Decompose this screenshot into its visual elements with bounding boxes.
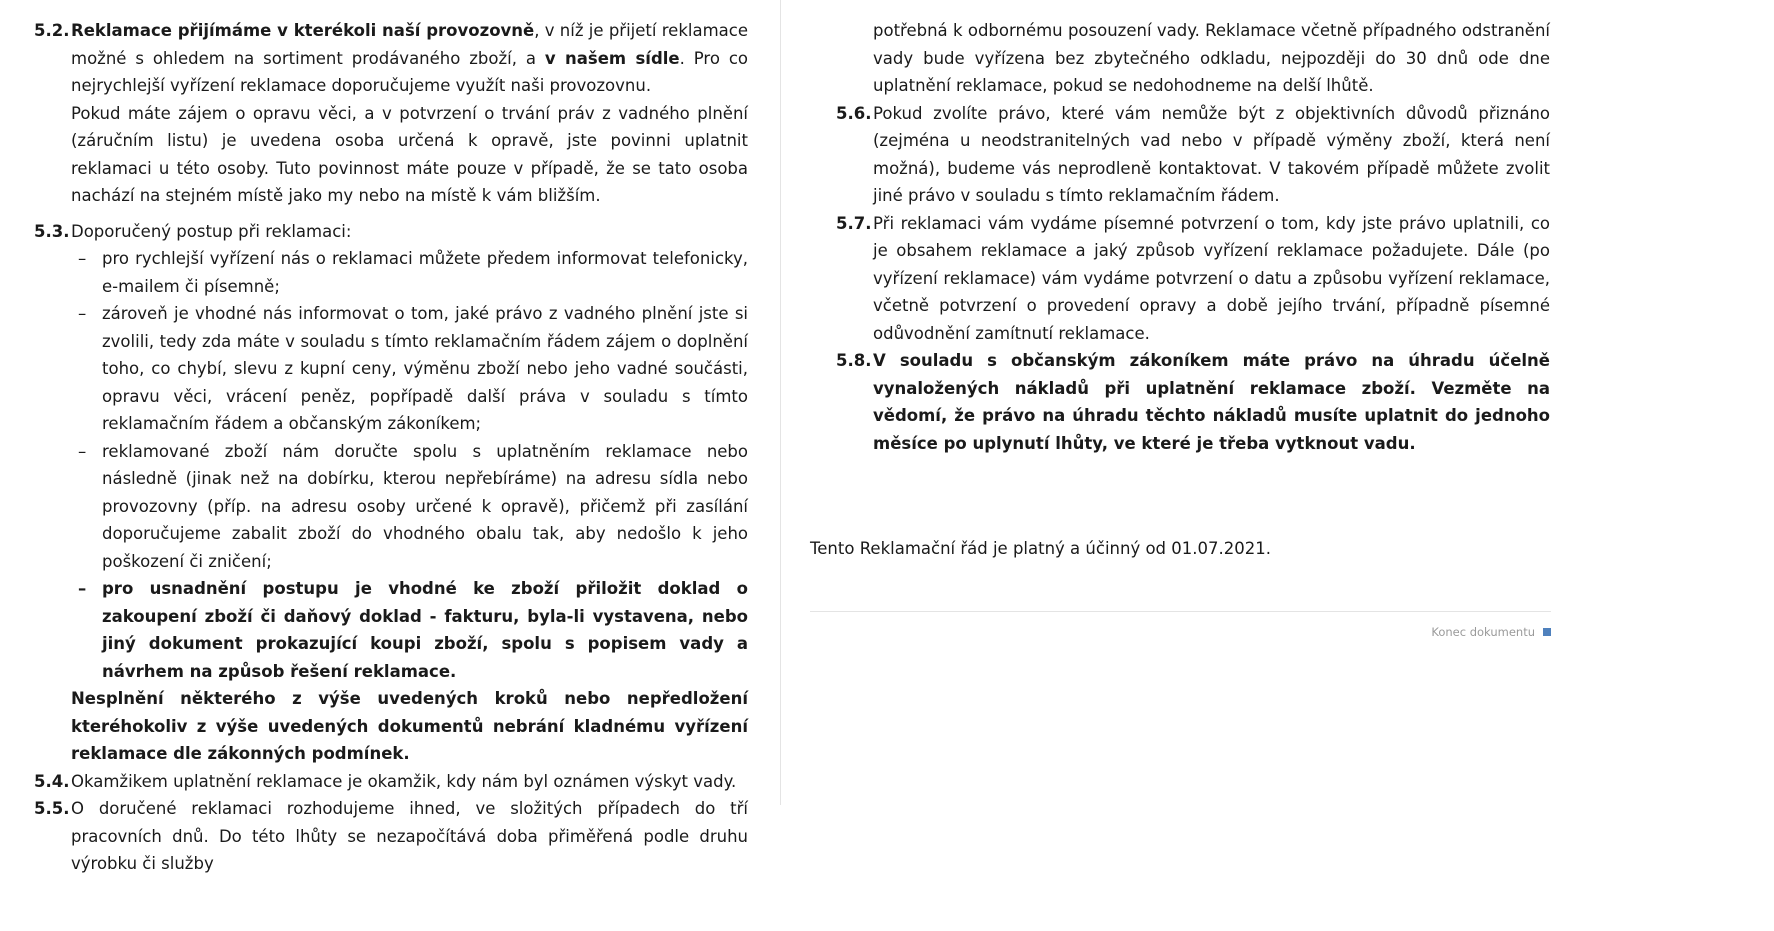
list-item (78, 245, 748, 300)
section-5-8-text: V souladu s občanským zákoníkem máte právo na úhradu účelně vynaložených nákladů při uplatnění reklamace zboží. Vezměte na vědomí, že právo na úhradu těchto nákladů musíte uplatnit do jednoho měsíce po uplynutí lhůty, ve které je třeba vytknout vadu. (873, 351, 1550, 453)
section-5-8 (836, 347, 1550, 457)
list-item (78, 575, 748, 685)
bold-text: Reklamace přijímáme v kterékoli naší provozovně (71, 21, 535, 40)
section-5-2 (34, 17, 748, 210)
left-column (34, 17, 748, 878)
section-5-5-text: O doručené reklamaci rozhodujeme ihned, ve složitých případech do tří pracovních dnů. Do této lhůty se nezapočítává doba přiměřená podle druhu výrobku či služby (71, 799, 748, 873)
list-item-text: pro rychlejší vyřízení nás o reklamaci můžete předem informovat telefonicky, e-mailem či písemně; (102, 249, 748, 296)
end-square-icon (1543, 628, 1551, 636)
dash-mark: – (78, 441, 87, 461)
section-5-3-intro: Doporučený postup při reklamaci: (71, 221, 352, 241)
dash-list (71, 245, 748, 685)
end-of-document-label: Konec dokumentu (1431, 625, 1535, 639)
section-number: 5.8. (836, 351, 872, 370)
section-number: 5.7. (836, 213, 872, 233)
section-number: 5.2. (34, 21, 70, 40)
section-5-7-text: Při reklamaci vám vydáme písemné potvrzení o tom, kdy jste právo uplatnili, co je obsahem reklamace a jaký způsob vyřízení reklamace požadujete. Dále (po vyřízení reklamace) vám vydáme potvrzení o datu a způsobu vyřízení reklamace, včetně potvrzení o provedení opravy a době jejího trvání, případně písemné odůvodnění zamítnutí reklamace. (873, 213, 1550, 343)
section-5-4 (34, 768, 748, 796)
footer-rule (810, 611, 1551, 612)
section-number: 5.3. (34, 221, 70, 241)
list-item-text: pro usnadnění postupu je vhodné ke zboží přiložit doklad o zakoupení zboží či daňový doklad - fakturu, byla-li vystavena, nebo jiný dokument prokazující koupi zboží, spolu s popisem vady a návrhem na způsob řešení reklamace. (102, 579, 748, 681)
section-number: 5.6. (836, 103, 872, 123)
list-item-text: reklamované zboží nám doručte spolu s uplatněním reklamace nebo následně (jinak než na dobírku, kterou nepřebíráme) na adresu sídla nebo provozovny (příp. na adresu osoby určené k opravě), přičemž při zasílání doporučujeme zabalit zboží do vhodného obalu tak, aby nedošlo k jeho poškození či zničení; (102, 441, 748, 571)
section-5-3-note: Nesplnění některého z výše uvedených kroků nebo nepředložení kteréhokoliv z výše uvedených dokumentů nebrání kladnému vyřízení reklamace dle zákonných podmínek. (71, 689, 748, 763)
text: , v níž je přijetí reklamace možné s ohledem na sortiment prodávaného zboží, a (71, 21, 748, 68)
column-divider (780, 0, 781, 805)
list-item-text: zároveň je vhodné nás informovat o tom, jaké právo z vadného plnění jste si zvolili, tedy zda máte v souladu s tímto reklamačním řádem zájem o doplnění toho, co chybí, slevu z kupní ceny, výměnu zboží nebo jeho vadné součásti, opravu věci, vrácení peněz, popřípadě další práva v souladu s tímto reklamačním řádem a občanským zákoníkem; (102, 304, 748, 433)
section-number: 5.4. (34, 771, 70, 791)
section-5-5-continued: potřebná k odbornému posouzení vady. Reklamace včetně případného odstranění vady bude vyřízena bez zbytečného odkladu, nejpozději do 30 dnů ode dne uplatnění reklamace, pokud se nedohodneme na delší lhůtě. (873, 21, 1550, 95)
dash-mark: – (78, 249, 87, 268)
text: . Pro co nejrychlejší vyřízení reklamace doporučujeme využít naši provozovnu. (71, 48, 748, 95)
end-of-document (1380, 622, 1551, 642)
list-item (78, 438, 748, 576)
section-5-2-para-1 (71, 17, 748, 100)
section-5-3 (34, 218, 748, 768)
section-5-4-text: Okamžikem uplatnění reklamace je okamžik, kdy nám byl oznámen výskyt vady. (71, 771, 737, 791)
validity-statement: Tento Reklamační řád je platný a účinný od 01.07.2021. (810, 539, 1271, 558)
right-column (836, 17, 1550, 457)
list-item (78, 300, 748, 438)
section-number: 5.5. (34, 799, 70, 818)
dash-mark: – (78, 304, 87, 323)
section-5-6-text: Pokud zvolíte právo, které vám nemůže být z objektivních důvodů přiznáno (zejména u neodstranitelných vad nebo v případě výměny zboží, která není možná), budeme vás neprodleně kontaktovat. V takovém případě můžete zvolit jiné právo v souladu s tímto reklamačním řádem. (873, 103, 1550, 205)
section-5-7 (836, 210, 1550, 348)
section-5-6 (836, 100, 1550, 210)
dash-mark: – (78, 579, 87, 598)
section-5-2-para-2: Pokud máte zájem o opravu věci, a v potvrzení o trvání práv z vadného plnění (záručním listu) je uvedena osoba určená k opravě, jste povinni uplatnit reklamaci u této osoby. Tuto povinnost máte pouze v případě, že se tato osoba nachází na stejném místě jako my nebo na místě k vám bližším. (71, 103, 748, 205)
section-5-5 (34, 795, 748, 878)
bold-text: v našem sídle (544, 48, 680, 68)
